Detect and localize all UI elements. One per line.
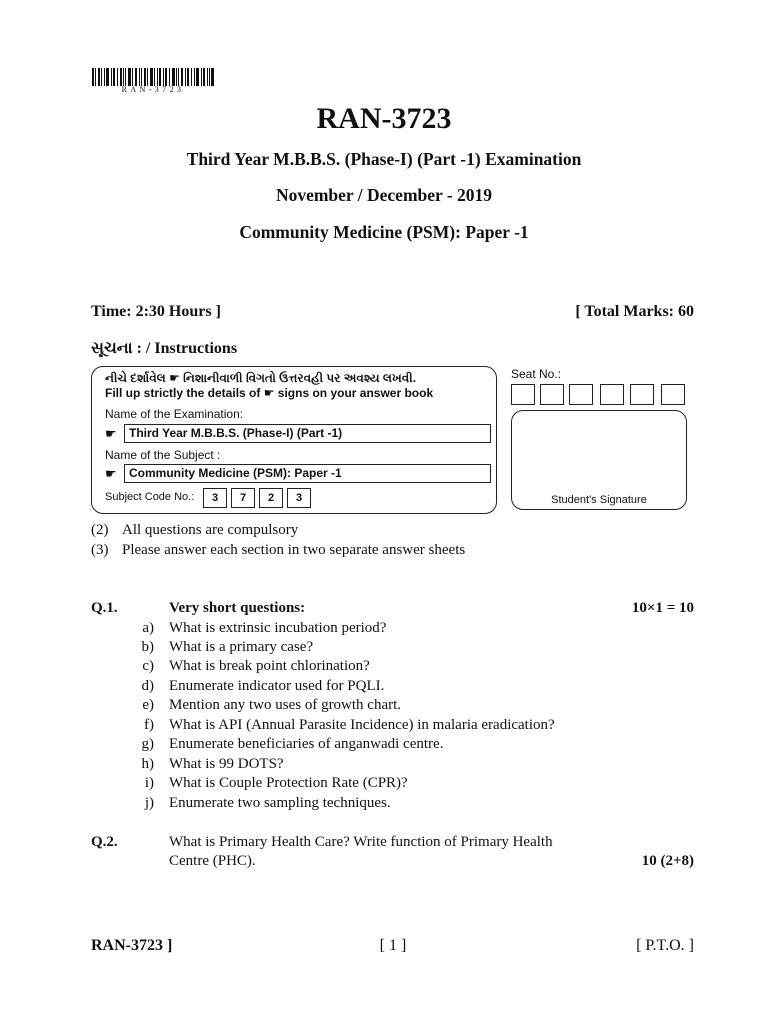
q1-label: Q.1. [91, 600, 118, 616]
q2-label: Q.2. [91, 834, 118, 850]
seat-number-box [630, 384, 654, 405]
q1-marks: 10×1 = 10 [631, 600, 694, 616]
seat-number-box [600, 384, 624, 405]
subject-code-label: Subject Code No.: [105, 491, 195, 503]
pointer-icon: ☛ [105, 426, 117, 441]
q1-item-letter: a) [142, 620, 154, 636]
instruction-text: All questions are compulsory [122, 522, 299, 538]
page-number: [ 1 ] [379, 937, 407, 954]
q1-item-letter: i) [144, 775, 154, 791]
q1-item-text: Enumerate beneficiaries of anganwadi centre. [169, 736, 444, 752]
q1-item-text: What is Couple Protection Rate (CPR)? [169, 775, 408, 791]
q1-item-letter: c) [142, 658, 154, 674]
exam-name-field: Third Year M.B.B.S. (Phase-I) (Part -1) [124, 424, 491, 443]
subject-code-digit: 3 [203, 488, 227, 508]
q1-item-letter: d) [141, 678, 154, 694]
pto-marker: [ P.T.O. ] [636, 937, 694, 954]
q1-item-letter: e) [142, 697, 154, 713]
q1-item-text: What is extrinsic incubation period? [169, 620, 387, 636]
barcode-graphic [92, 68, 214, 86]
english-instruction: Fill up strictly the details of ☛ signs on your answer book [105, 386, 434, 400]
seat-number-box [540, 384, 564, 405]
q2-text-line2: Centre (PHC). [169, 853, 256, 869]
subject-name-label: Name of the Subject : [105, 448, 221, 462]
subject-title: Community Medicine (PSM): Paper -1 [239, 222, 529, 242]
paper-code-title: RAN-3723 [316, 102, 452, 135]
instruction-number: (3) [91, 542, 109, 558]
total-marks: [ Total Marks: 60 [575, 303, 694, 320]
footer-code: RAN-3723 ] [91, 937, 173, 954]
subject-name-field: Community Medicine (PSM): Paper -1 [124, 464, 491, 483]
seat-number-box [569, 384, 593, 405]
q2-text-line1: What is Primary Health Care? Write function of Primary Health [169, 834, 553, 850]
signature-label: Student's Signature [551, 494, 647, 506]
instruction-text: Please answer each section in two separate answer sheets [122, 542, 466, 558]
seat-number-label: Seat No.: [511, 367, 562, 381]
q1-item-letter: h) [141, 756, 154, 772]
q1-item-text: Enumerate two sampling techniques. [169, 795, 391, 811]
subject-code-digit: 7 [231, 488, 255, 508]
barcode-caption: RAN-3723 [121, 85, 185, 94]
exam-title: Third Year M.B.B.S. (Phase-I) (Part -1) Examination [186, 149, 582, 169]
q1-item-text: What is 99 DOTS? [169, 756, 284, 772]
q1-item-letter: g) [141, 736, 154, 752]
q2-marks: 10 (2+8) [641, 853, 694, 869]
q1-item-letter: f) [144, 717, 154, 733]
exam-name-label: Name of the Examination: [105, 407, 244, 421]
exam-session: November / December - 2019 [275, 185, 493, 205]
q1-item-letter: b) [141, 639, 154, 655]
subject-code-digit: 2 [259, 488, 283, 508]
q1-item-text: Enumerate indicator used for PQLI. [169, 678, 385, 694]
q1-item-text: Mention any two uses of growth chart. [169, 697, 402, 713]
q1-title: Very short questions: [169, 600, 306, 616]
seat-number-box [511, 384, 535, 405]
q1-item-text: What is API (Annual Parasite Incidence) in malaria eradication? [169, 717, 555, 733]
seat-number-box [661, 384, 685, 405]
gujarati-instruction: નીચે દર્શાવેલ ☛ નિશાનીવાળી વિગતો ઉત્તરવહી પર અવશ્ય લખવી. [105, 371, 417, 385]
q1-item-text: What is a primary case? [169, 639, 314, 655]
pointer-icon: ☛ [105, 466, 117, 481]
q1-item-text: What is break point chlorination? [169, 658, 370, 674]
instruction-number: (2) [91, 522, 109, 538]
instructions-heading: સૂચના : / Instructions [91, 340, 238, 357]
subject-code-digit: 3 [287, 488, 311, 508]
exam-time: Time: 2:30 Hours ] [91, 303, 221, 320]
q1-item-letter: j) [144, 795, 154, 811]
